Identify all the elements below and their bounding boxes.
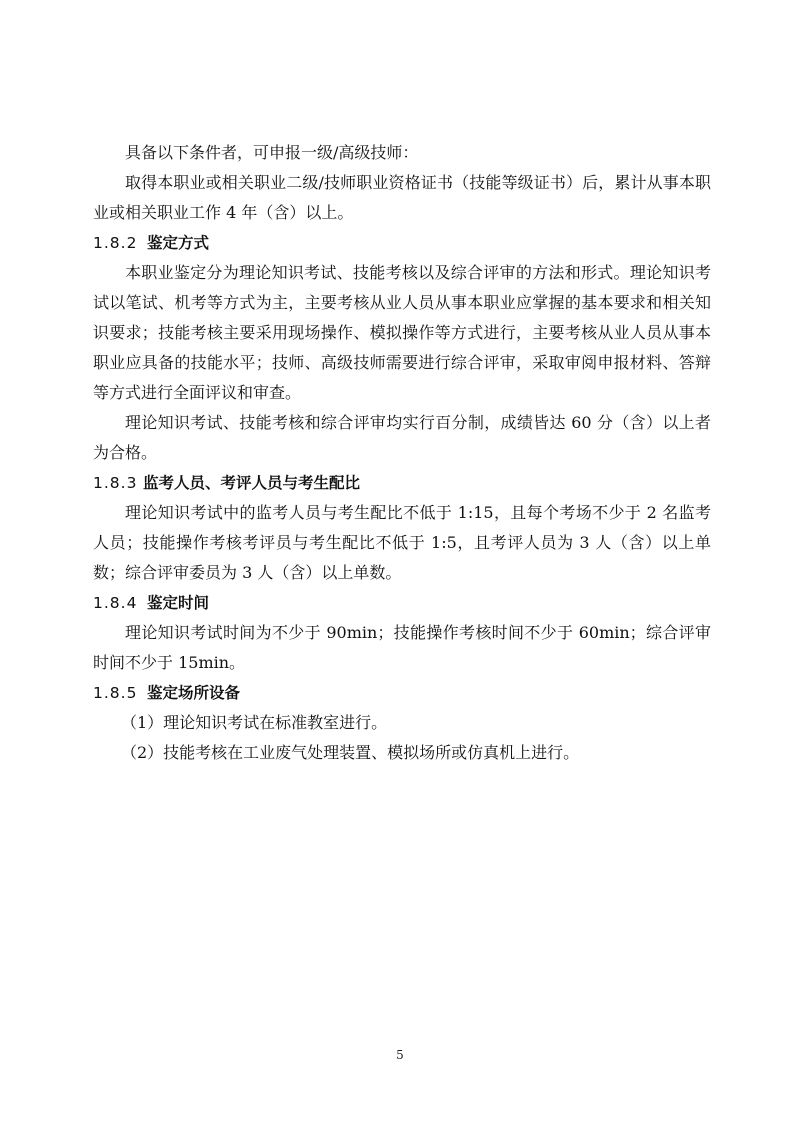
section-title: 鉴定场所设备 — [147, 684, 241, 702]
section-heading-1-8-5 — [93, 678, 711, 708]
section-title: 监考人员、考评人员与考生配比 — [143, 474, 361, 492]
section-title: 鉴定方式 — [147, 234, 210, 252]
section-heading-1-8-3 — [93, 468, 711, 498]
section-1-8-2-paragraph: 本职业鉴定分为理论知识考试、技能考核以及综合评审的方法和形式。理论知识考试以笔试、机考等方式为主，主要考核从业人员从事本职业应掌握的基本要求和相关知识要求；技能考核主要采用现场操作、模拟操作等方式进行，主要考核从业人员从事本职业应具备的技能水平；技师、高级技师需要进行综合评审，采取审阅申报材料、答辩等方式进行全面评议和审查。 — [93, 263, 711, 402]
section-number: 1.8.4 — [93, 594, 138, 612]
section-number: 1.8.2 — [93, 234, 138, 252]
section-1-8-3-paragraph: 理论知识考试中的监考人员与考生配比不低于 1:15，且每个考场不少于 2 名监考人员；技能操作考核考评员与考生配比不低于 1:5，且考评人员为 3 人（含）以上单数；综合评审委员为 3 人（含）以上单数。 — [93, 503, 711, 582]
section-1-8-2-paragraph: 理论知识考试、技能考核和综合评审均实行百分制，成绩皆达 60 分（含）以上者为合格。 — [93, 413, 711, 462]
section-1-8-4-paragraph: 理论知识考试时间为不少于 90min；技能操作考核时间不少于 60min；综合评审时间不少于 15min。 — [93, 623, 711, 672]
page-content — [93, 138, 711, 768]
section-number: 1.8.3 — [93, 474, 138, 492]
section-title: 鉴定时间 — [147, 594, 210, 612]
section-heading-1-8-2 — [93, 228, 711, 258]
intro-condition: 取得本职业或相关职业二级/技师职业资格证书（技能等级证书）后，累计从事本职业或相关职业工作 4 年（含）以上。 — [93, 173, 711, 222]
intro-line: 具备以下条件者，可申报一级/高级技师： — [125, 143, 419, 162]
section-heading-1-8-4 — [93, 588, 711, 618]
section-number: 1.8.5 — [93, 684, 138, 702]
list-item: （2）技能考核在工业废气处理装置、模拟场所或仿真机上进行。 — [121, 743, 580, 762]
page-number: 5 — [396, 1048, 404, 1062]
list-item: （1）理论知识考试在标准教室进行。 — [121, 713, 388, 732]
